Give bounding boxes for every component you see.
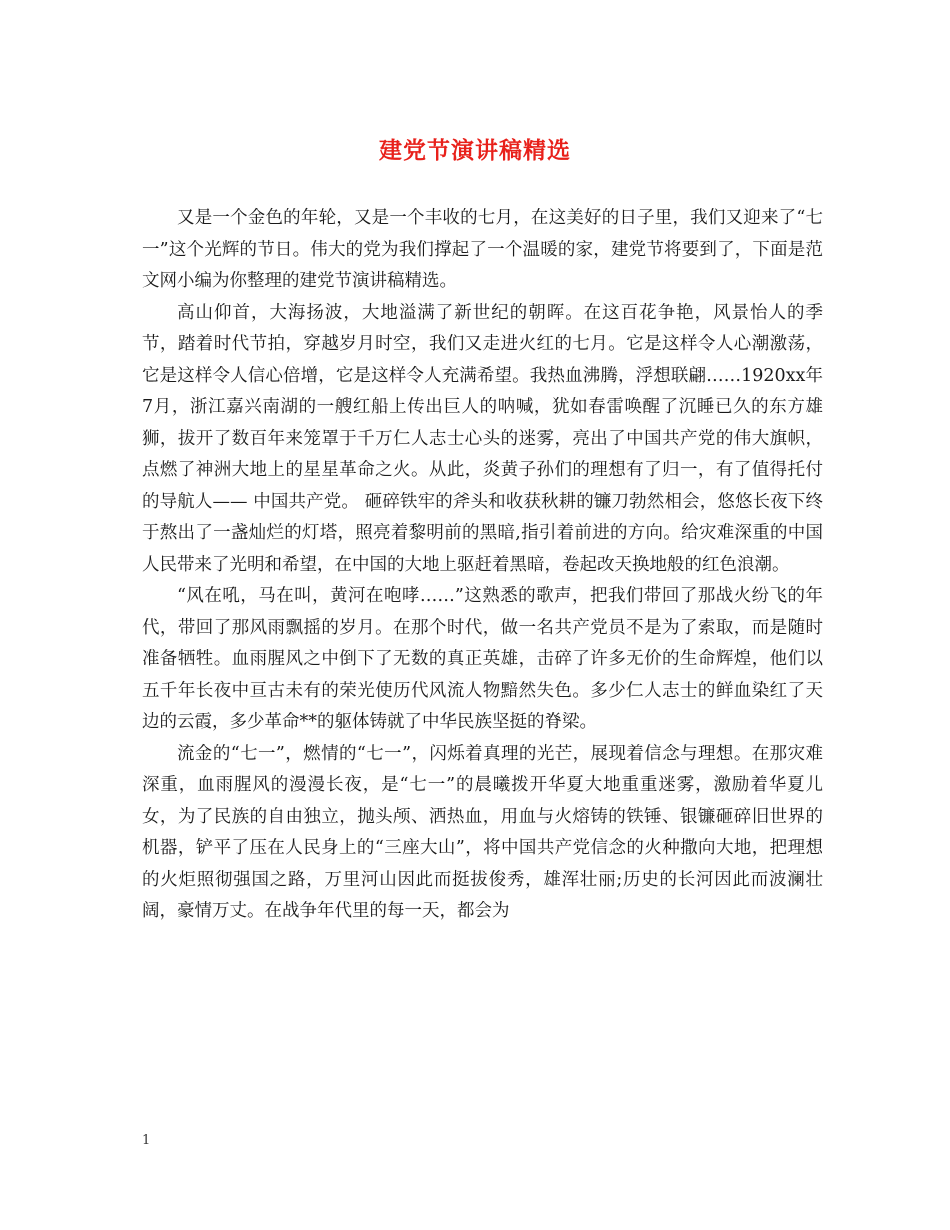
document-title: 建党节演讲稿精选 — [379, 137, 571, 164]
document-body — [142, 203, 823, 928]
paragraph-intro: 又是一个金色的年轮，又是一个丰收的七月，在这美好的日子里，我们又迎来了“七一”这个光辉的节日。伟大的党为我们撑起了一个温暖的家，建党节将要到了，下面是范文网小编为你整理的建党节演讲稿精选。 — [142, 208, 823, 291]
paragraph-4: 流金的“七一”，燃情的“七一”，闪烁着真理的光芒，展现着信念与理想。在那灾难深重，血雨腥风的漫漫长夜，是“七一”的晨曦拨开华夏大地重重迷雾，激励着华夏儿女，为了民族的自由独立，抛头颅、洒热血，用血与火熔铸的铁锤、银镰砸碎旧世界的机器，铲平了压在人民身上的“三座大山”，将中国共产党信念的火种撒向大地，把理想的火炬照彻强国之路，万里河山因此而挺拔俊秀，雄浑壮丽;历史的长河因此而波澜壮阔，豪情万丈。在战争年代里的每一天，都会为 — [142, 743, 823, 921]
paragraph-3: “风在吼，马在叫，黄河在咆哮……”这熟悉的歌声，把我们带回了那战火纷飞的年代，带回了那风雨飘摇的岁月。在那个时代，做一名共产党员不是为了索取，而是随时准备牺牲。血雨腥风之中倒下了无数的真正英雄，击碎了许多无价的生命辉煌，他们以五千年长夜中亘古未有的荣光使历代风流人物黯然失色。多少仁人志士的鲜血染红了天边的云霞，多少革命**的躯体铸就了中华民族坚挺的脊梁。 — [142, 586, 823, 732]
paragraph-2: 高山仰首，大海扬波，大地溢满了新世纪的朝晖。在这百花争艳，风景怡人的季节，踏着时代节拍，穿越岁月时空，我们又走进火红的七月。它是这样令人心潮激荡，它是这样令人信心倍增，它是这样令人充满希望。我热血沸腾，浮想联翩……1920xx年7月，浙江嘉兴南湖的一艘红船上传出巨人的呐喊，犹如春雷唤醒了沉睡已久的东方雄狮，拔开了数百年来笼罩于千万仁人志士心头的迷雾，亮出了中国共产党的伟大旗帜，点燃了神洲大地上的星星革命之火。从此，炎黄子孙们的理想有了归一，有了值得托付的导航人—— 中国共产党。 砸碎铁牢的斧头和收获秋耕的镰刀勃然相会，悠悠长夜下终于熬出了一盏灿烂的灯塔，照亮着黎明前的黑暗,指引着前进的方向。给灾难深重的中国人民带来了光明和希望，在中国的大地上驱赶着黑暗，卷起改天换地般的红色浪潮。 — [142, 302, 823, 575]
page-number: 1 — [142, 1133, 151, 1148]
